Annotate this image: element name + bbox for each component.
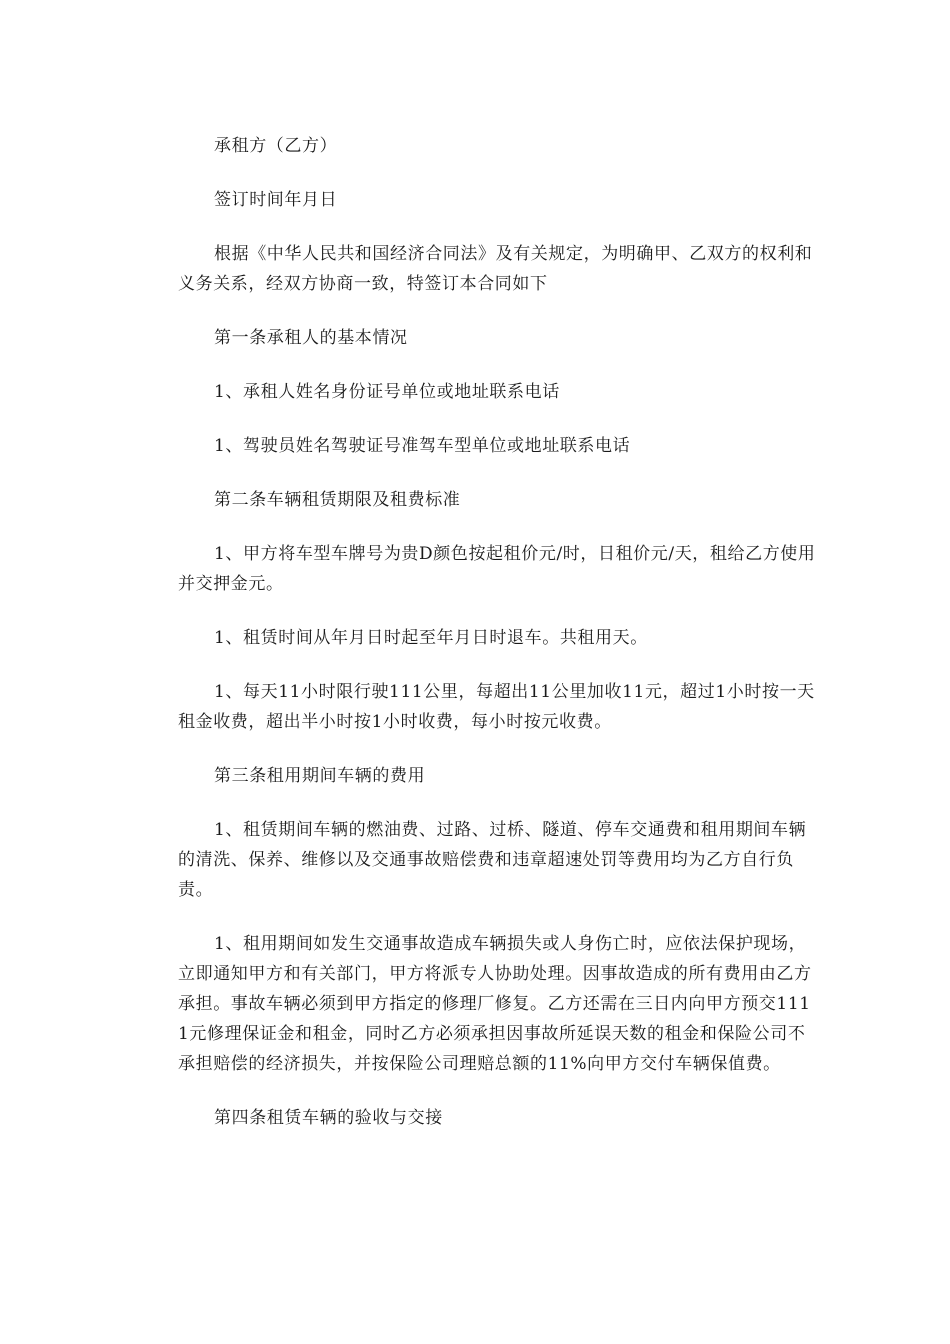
article-2-heading: 第二条车辆租赁期限及租费标准 [214, 490, 461, 510]
signing-date-line: 签订时间年月日 [214, 190, 338, 210]
article-3-heading: 第三条租用期间车辆的费用 [214, 766, 426, 786]
article-2-item-mileage: 1、每天11小时限行驶111公里，每超出11公里加收11元，超过1小时按一天租金收费，超出半小时按1小时收费，每小时按元收费。 [178, 682, 815, 732]
preamble-paragraph: 根据《中华人民共和国经济合同法》及有关规定，为明确甲、乙双方的权利和义务关系，经双方协商一致，特签订本合同如下 [178, 244, 813, 294]
party-b-heading: 承租方（乙方） [214, 136, 338, 156]
article-3-item-accident: 1、租用期间如发生交通事故造成车辆损失或人身伤亡时，应依法保护现场，立即通知甲方和有关部门，甲方将派专人协助处理。因事故造成的所有费用由乙方承担。事故车辆必须到甲方指定的修理厂修复。乙方还需在三日内向甲方预交1111元修理保证金和租金，同时乙方必须承担因事故所延误天数的租金和保险公司不承担赔偿的经济损失，并按保险公司理赔总额的11%向甲方交付车辆保值费。 [178, 934, 812, 1074]
article-4-heading: 第四条租赁车辆的验收与交接 [214, 1108, 443, 1128]
document-body [178, 131, 818, 1157]
article-1-item-driver: 1、驾驶员姓名驾驶证号准驾车型单位或地址联系电话 [214, 436, 631, 456]
article-2-item-vehicle: 1、甲方将车型车牌号为贵D颜色按起租价元/时，日租价元/天，租给乙方使用并交押金元。 [178, 544, 816, 594]
article-1-item-renter: 1、承租人姓名身份证号单位或地址联系电话 [214, 382, 560, 402]
article-1-heading: 第一条承租人的基本情况 [214, 328, 408, 348]
article-2-item-period: 1、租赁时间从年月日时起至年月日时退车。共租用天。 [214, 628, 648, 648]
article-3-item-costs: 1、租赁期间车辆的燃油费、过路、过桥、隧道、停车交通费和租用期间车辆的清洗、保养、维修以及交通事故赔偿费和违章超速处罚等费用均为乙方自行负责。 [178, 820, 807, 900]
